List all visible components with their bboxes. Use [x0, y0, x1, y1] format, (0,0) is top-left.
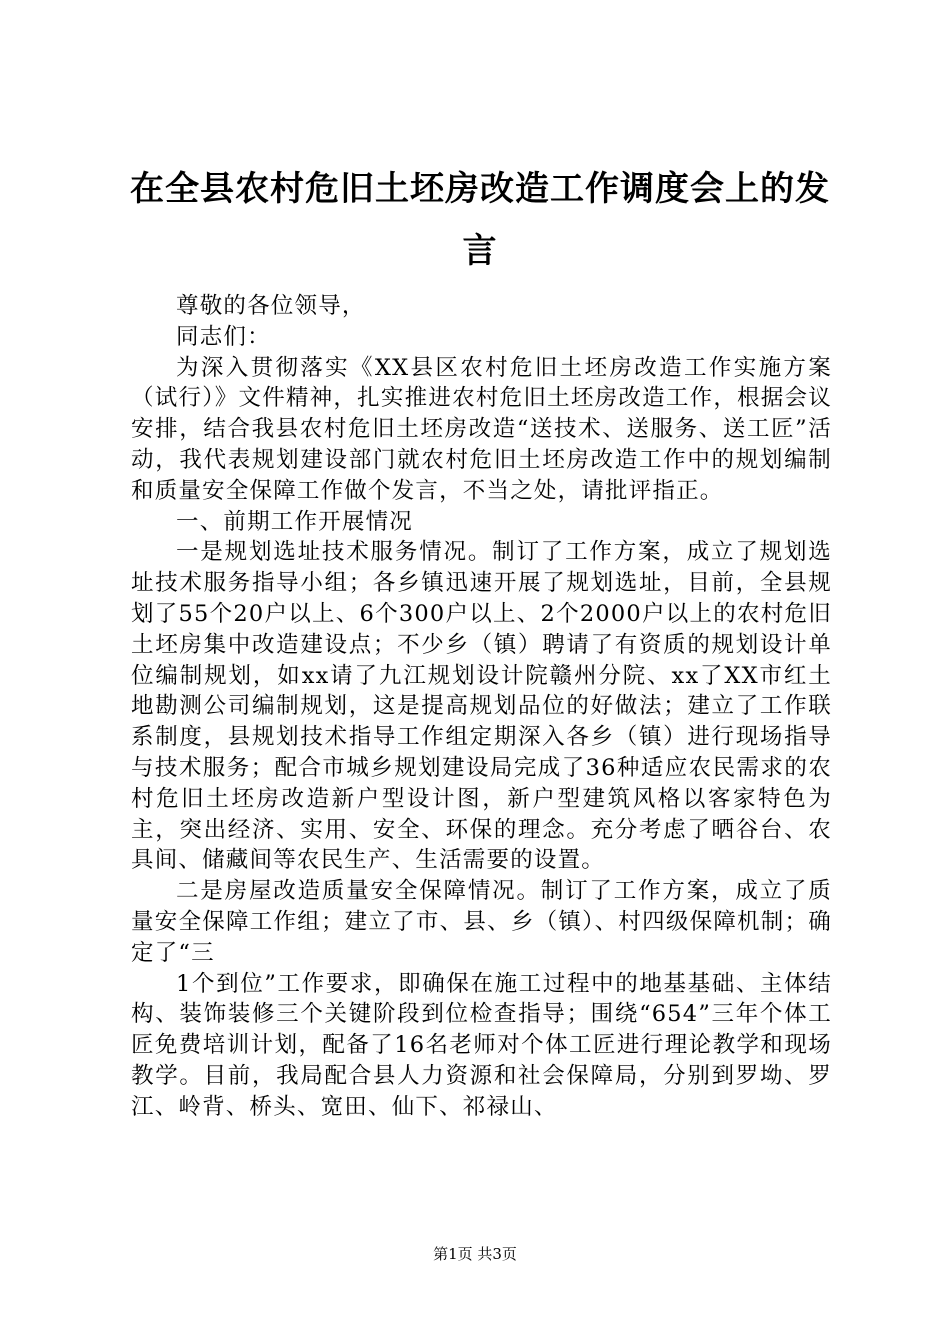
section-heading: 一、前期工作开展情况 — [176, 508, 414, 535]
quality-safety-paragraph: 二是房屋改造质量安全保障情况。制订了工作方案，成立了质量安全保障工作组；建立了市、县、乡（镇）、村四级保障机制；确定了“三 — [131, 878, 832, 966]
salutation-leaders: 尊敬的各位领导， — [176, 293, 366, 319]
planning-paragraph: 一是规划选址技术服务情况。制订了工作方案，成立了规划选址技术服务指导小组；各乡镇迅速开展了规划选址，目前，全县规划了55个20户以上、6个300户以上、2个2000户以上的农村危旧土坯房集中改造建设点；不少乡（镇）聘请了有资质的规划设计单位编制规划，如xx请了九江规划设计院赣州分院、xx了XX市红土地勘测公司编制规划，这是提高规划品位的好做法；建立了工作联系制度，县规划技术指导工作组定期深入各乡（镇）进行现场指导与技术服务；配合市城乡规划建设局完成了36种适应农民需求的农村危旧土坯房改造新户型设计图，新户型建筑风格以客家特色为主，突出经济、实用、安全、环保的理念。充分考虑了晒谷台、农具间、储藏间等农民生产、生活需要的设置。 — [131, 539, 832, 874]
salutation-comrades: 同志们： — [176, 323, 271, 350]
page-number-footer: 第1页 共3页 — [433, 1245, 517, 1263]
continuation-paragraph: 1个到位”工作要求，即确保在施工过程中的地基基础、主体结构、装饰装修三个关键阶段到位检查指导；围绕“654”三年个体工匠免费培训计划，配备了16名老师对个体工匠进行理论教学和现场教学。目前，我局配合县人力资源和社会保障局，分别到罗坳、罗江、岭背、桥头、宽田、仙下、祁禄山、 — [131, 970, 832, 1120]
document-body — [131, 291, 832, 1123]
intro-paragraph: 为深入贯彻落实《XX县区农村危旧土坯房改造工作实施方案（试行）》文件精神，扎实推进农村危旧土坯房改造工作，根据会议安排，结合我县农村危旧土坯房改造“送技术、送服务、送工匠”活动，我代表规划建设部门就农村危旧土坯房改造工作中的规划编制和质量安全保障工作做个发言，不当之处，请批评指正。 — [131, 354, 832, 504]
document-title: 在全县农村危旧土坯房改造工作调度会上的发言 — [130, 169, 830, 271]
